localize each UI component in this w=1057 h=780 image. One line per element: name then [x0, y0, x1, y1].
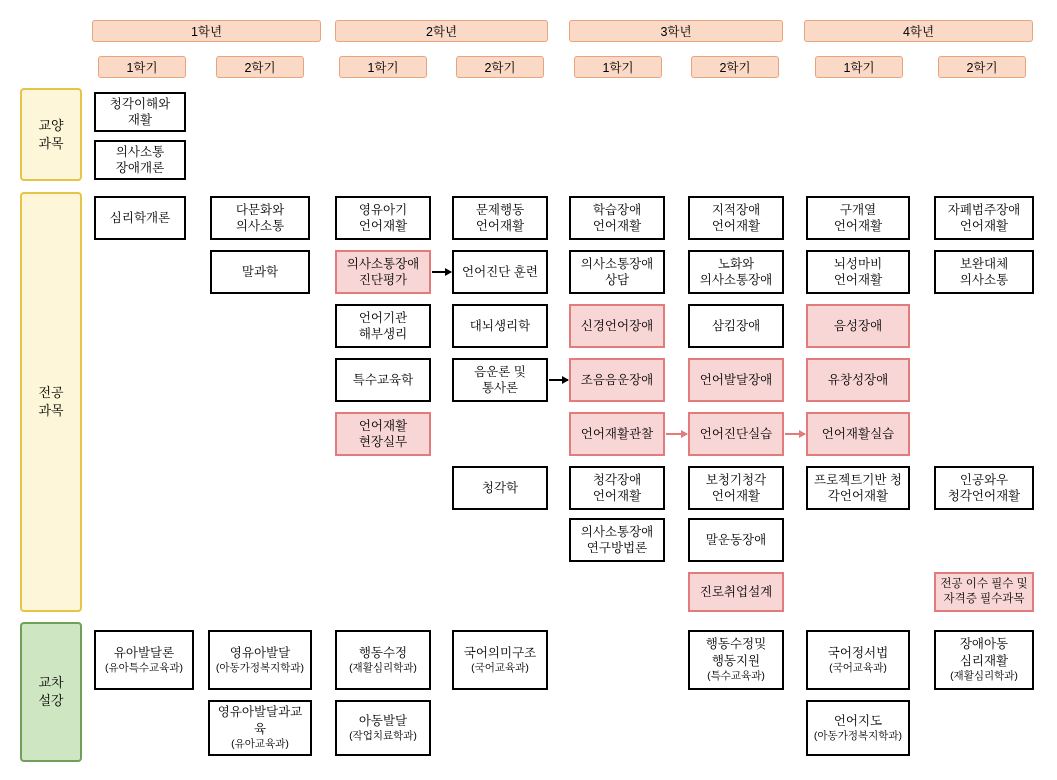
course-department: (작업치료학과): [349, 729, 417, 742]
semester-header-3: 1학기: [339, 56, 427, 78]
arrow-언어진단실습-to-언어재활실습: [785, 433, 805, 435]
course-label: 전공 이수 필수 및 자격증 필수과목: [940, 578, 1028, 605]
course-box-c12[interactable]: [452, 250, 548, 294]
course-label: 문제행동 언어재활: [475, 202, 525, 233]
course-label: 대뇌생리학: [469, 318, 531, 333]
course-box-c15[interactable]: [452, 466, 548, 510]
semester-header-2: 2학기: [216, 56, 304, 78]
course-label: 의사소통 장애개론: [115, 144, 165, 175]
course-label: 유아발달론 (유아특수교육과): [105, 645, 183, 674]
course-box-c13[interactable]: [452, 304, 548, 348]
course-label: 의사소통장애 상담: [580, 256, 654, 287]
course-label: 행동수정및 행동지원 (특수교육과): [705, 637, 767, 682]
course-box-c14[interactable]: [452, 358, 548, 402]
course-label: 인공와우 청각언어재활: [947, 472, 1021, 503]
course-label: 신경언어장애: [580, 318, 654, 333]
course-box-c16[interactable]: [569, 196, 665, 240]
arrow-음운론-to-조음음운장애: [549, 379, 568, 381]
course-box-c32[interactable]: [806, 250, 910, 294]
arrow-언어재활관찰-to-언어진단실습: [666, 433, 687, 435]
course-label: 청각학: [481, 480, 519, 495]
course-label: 특수교육학: [352, 372, 414, 387]
semester-header-4: 2학기: [456, 56, 544, 78]
course-box-x5[interactable]: [335, 700, 431, 756]
course-label: 영유아기 언어재활: [358, 202, 408, 233]
semester-header-7: 1학기: [815, 56, 903, 78]
semester-header-6: 2학기: [691, 56, 779, 78]
course-label: 언어진단 훈련: [462, 264, 538, 279]
course-box-c38[interactable]: [934, 250, 1034, 294]
semester-header-5: 1학기: [574, 56, 662, 78]
course-box-c39[interactable]: [934, 466, 1034, 510]
course-label: 말운동장애: [705, 532, 767, 547]
course-box-x7[interactable]: [688, 630, 784, 690]
course-label: 의사소통장애 진단평가: [346, 256, 420, 287]
course-label: 언어진단실습: [699, 426, 773, 441]
course-box-c19[interactable]: [569, 358, 665, 402]
course-label: 언어지도 (아동가정복지학과): [813, 713, 903, 742]
arrow-진단평가-to-언어진단훈련: [432, 271, 451, 273]
course-label: 뇌성마비 언어재활: [833, 256, 883, 287]
course-box-c6[interactable]: [335, 196, 431, 240]
course-department: (국어교육과): [471, 661, 529, 674]
course-label: 청각이해와 재활: [109, 96, 171, 127]
course-label: 국어정서법 (국어교육과): [827, 645, 889, 674]
course-box-c17[interactable]: [569, 250, 665, 294]
category-label: 교양 과목: [38, 117, 64, 151]
course-department: (유아교육과): [231, 737, 289, 750]
course-box-c30[interactable]: [688, 572, 784, 612]
course-label: 노화와 의사소통장애: [699, 256, 773, 287]
course-department: (재활심리학과): [950, 669, 1018, 682]
course-label: 말과학: [241, 264, 279, 279]
course-label: 언어발달장애: [699, 372, 773, 387]
course-box-c27[interactable]: [688, 412, 784, 456]
course-box-c24[interactable]: [688, 250, 784, 294]
year-header-3: 3학년: [569, 20, 783, 42]
course-box-c25[interactable]: [688, 304, 784, 348]
course-label: 언어재활 현장실무: [358, 418, 408, 449]
year-header-4: 4학년: [804, 20, 1033, 42]
course-box-c7[interactable]: [335, 250, 431, 294]
course-box-x1[interactable]: [94, 630, 194, 690]
course-box-c5[interactable]: [210, 250, 310, 294]
category-label: 전공 과목: [38, 385, 64, 418]
course-box-c22[interactable]: [569, 518, 665, 562]
course-box-c33[interactable]: [806, 304, 910, 348]
course-label: 프로젝트기반 청 각언어재활: [814, 472, 902, 503]
semester-header-8: 2학기: [938, 56, 1026, 78]
course-label: 국어의미구조 (국어교육과): [463, 645, 537, 674]
course-box-c34[interactable]: [806, 358, 910, 402]
course-box-c21[interactable]: [569, 466, 665, 510]
course-label: 학습장애 언어재활: [592, 202, 642, 233]
course-box-x9[interactable]: [806, 700, 910, 756]
category-교차설강: [20, 622, 82, 762]
course-department: (아동가정복지학과): [215, 661, 305, 674]
course-label: 청각장애 언어재활: [592, 472, 642, 503]
course-label: 유창성장애: [827, 372, 889, 387]
course-box-c8[interactable]: [335, 304, 431, 348]
course-label: 언어재활실습: [821, 426, 895, 441]
course-label: 구개열 언어재활: [833, 202, 883, 233]
course-box-c28[interactable]: [688, 466, 784, 510]
course-box-x2[interactable]: [208, 630, 312, 690]
category-전공과목: [20, 192, 82, 612]
course-label: 언어기관 해부생리: [358, 310, 408, 341]
course-label: 보청기청각 언어재활: [705, 472, 767, 503]
course-label: 언어재활관찰: [580, 426, 654, 441]
course-box-c23[interactable]: [688, 196, 784, 240]
course-box-c4[interactable]: [210, 196, 310, 240]
course-department: (특수교육과): [707, 669, 765, 682]
course-box-x10[interactable]: [934, 630, 1034, 690]
course-label: 지적장애 언어재활: [711, 202, 761, 233]
course-label: 영유아발달과교육 (유아교육과): [212, 704, 308, 751]
semester-header-1: 1학기: [98, 56, 186, 78]
course-department: (아동가정복지학과): [813, 729, 903, 742]
course-department: (국어교육과): [829, 661, 887, 674]
course-box-c29[interactable]: [688, 518, 784, 562]
course-box-c36[interactable]: [806, 466, 910, 510]
course-box-c9[interactable]: [335, 358, 431, 402]
course-box-c2[interactable]: [94, 140, 186, 180]
course-label: 보완대체 의사소통: [959, 256, 1009, 287]
course-box-c26[interactable]: [688, 358, 784, 402]
course-box-c3[interactable]: [94, 196, 186, 240]
course-box-x4[interactable]: [335, 630, 431, 690]
course-label: 조음음운장애: [580, 372, 654, 387]
course-box-c40[interactable]: [934, 572, 1034, 612]
course-box-x8[interactable]: [806, 630, 910, 690]
course-box-x3[interactable]: [208, 700, 312, 756]
course-label: 영유아발달 (아동가정복지학과): [215, 645, 305, 674]
course-label: 자폐범주장애 언어재활: [947, 202, 1021, 233]
course-label: 행동수정 (재활심리학과): [349, 645, 417, 674]
course-box-c10[interactable]: [335, 412, 431, 456]
year-header-1: 1학년: [92, 20, 321, 42]
course-label: 장애아동 심리재활 (재활심리학과): [950, 637, 1018, 682]
course-box-x6[interactable]: [452, 630, 548, 690]
course-label: 다문화와 의사소통: [235, 202, 285, 233]
course-label: 음운론 및 통사론: [474, 364, 526, 395]
course-label: 음성장애: [833, 318, 883, 333]
course-box-c37[interactable]: [934, 196, 1034, 240]
course-label: 의사소통장애 연구방법론: [580, 524, 654, 555]
category-교양과목: [20, 88, 82, 181]
course-department: (유아특수교육과): [105, 661, 183, 674]
course-box-c1[interactable]: [94, 92, 186, 132]
course-label: 진로취업설계: [699, 584, 773, 599]
course-box-c35[interactable]: [806, 412, 910, 456]
year-header-2: 2학년: [335, 20, 548, 42]
course-box-c18[interactable]: [569, 304, 665, 348]
category-label: 교차 설강: [38, 675, 64, 708]
course-label: 심리학개론: [109, 210, 171, 225]
course-label: 삼킴장애: [711, 318, 761, 333]
course-box-c11[interactable]: [452, 196, 548, 240]
course-label: 아동발달 (작업치료학과): [349, 713, 417, 742]
course-department: (재활심리학과): [349, 661, 417, 674]
course-box-c20[interactable]: [569, 412, 665, 456]
course-box-c31[interactable]: [806, 196, 910, 240]
